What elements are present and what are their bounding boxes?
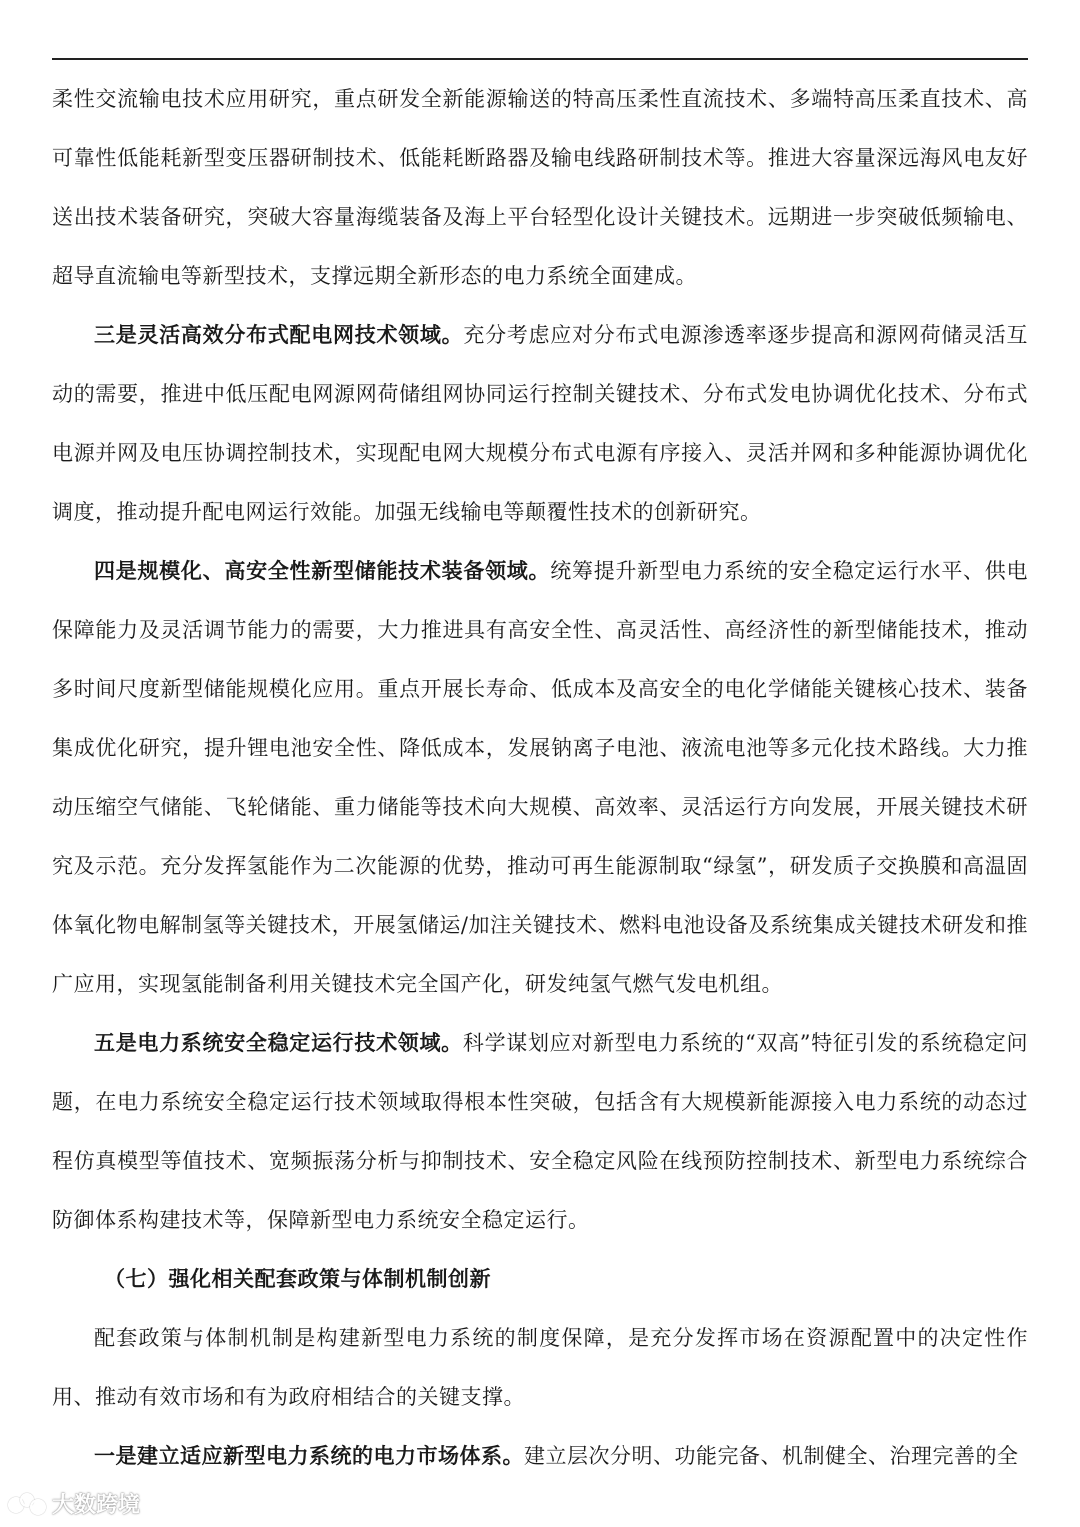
paragraph-text: 科学谋划应对新型电力系统的“双高”特征引发的系统稳定问题，在电力系统安全稳定运行技术领域取得根本性突破，包括含有大规模新能源接入电力系统的动态过程仿真模型等值技术、宽频振荡分析与抑制技术、安全稳定风险在线预防控制技术、新型电力系统综合防御体系构建技术等，保障新型电力系统安全稳定运行。 [52, 1031, 1028, 1232]
section-heading: （七）强化相关配套政策与体制机制创新 [104, 1267, 491, 1291]
paragraph-text: 配套政策与体制机制是构建新型电力系统的制度保障，是充分发挥市场在资源配置中的决定性作用、推动有效市场和有为政府相结合的关键支撑。 [52, 1326, 1028, 1409]
paragraph-6 [52, 1427, 1028, 1486]
paragraph-text: 柔性交流输电技术应用研究，重点研发全新能源输送的特高压柔性直流技术、多端特高压柔直技术、高可靠性低能耗新型变压器研制技术、低能耗断路器及输电线路研制技术等。推进大容量深远海风电友好送出技术装备研究，突破大容量海缆装备及海上平台轻型化设计关键技术。远期进一步突破低频输电、超导直流输电等新型技术，支撑远期全新形态的电力系统全面建成。 [52, 87, 1028, 288]
paragraph-2 [52, 306, 1028, 542]
brand-logo-icon [8, 1491, 46, 1517]
watermark-text: 大数跨境 [52, 1493, 141, 1518]
paragraph-4 [52, 1014, 1028, 1250]
paragraph-lead: 一是建立适应新型电力系统的电力市场体系。 [94, 1444, 524, 1468]
paragraph-text: 统筹提升新型电力系统的安全稳定运行水平、供电保障能力及灵活调节能力的需要，大力推进具有高安全性、高灵活性、高经济性的新型储能技术，推动多时间尺度新型储能规模化应用。重点开展长寿命、低成本及高安全的电化学储能关键核心技术、装备集成优化研究，提升锂电池安全性、降低成本，发展钠离子电池、液流电池等多元化技术路线。大力推动压缩空气储能、飞轮储能、重力储能等技术向大规模、高效率、灵活运行方向发展，开展关键技术研究及示范。充分发挥氢能作为二次能源的优势，推动可再生能源制取“绿氢”，研发质子交换膜和高温固体氧化物电解制氢等关键技术，开展氢储运/加注关键技术、燃料电池设备及系统集成关键技术研发和推广应用，实现氢能制备利用关键技术完全国产化，研发纯氢气燃气发电机组。 [52, 559, 1028, 996]
document-body [52, 70, 1028, 1486]
paragraph-1 [52, 70, 1028, 306]
paragraph-5 [52, 1309, 1028, 1427]
paragraph-lead: 五是电力系统安全稳定运行技术领域。 [94, 1031, 463, 1055]
paragraph-text: 建立层次分明、功能完备、机制健全、治理完善的全 [524, 1444, 1019, 1468]
header-rule [52, 58, 1028, 60]
paragraph-3 [52, 542, 1028, 1014]
watermark [8, 1488, 140, 1519]
paragraph-text: 充分考虑应对分布式电源渗透率逐步提高和源网荷储灵活互动的需要，推进中低压配电网源网荷储组网协同运行控制关键技术、分布式发电协调优化技术、分布式电源并网及电压协调控制技术，实现配电网大规模分布式电源有序接入、灵活并网和多种能源协调优化调度，推动提升配电网运行效能。加强无线输电等颠覆性技术的创新研究。 [52, 323, 1028, 524]
paragraph-lead: 四是规模化、高安全性新型储能技术装备领域。 [94, 559, 551, 583]
paragraph-lead: 三是灵活高效分布式配电网技术领域。 [94, 323, 464, 347]
